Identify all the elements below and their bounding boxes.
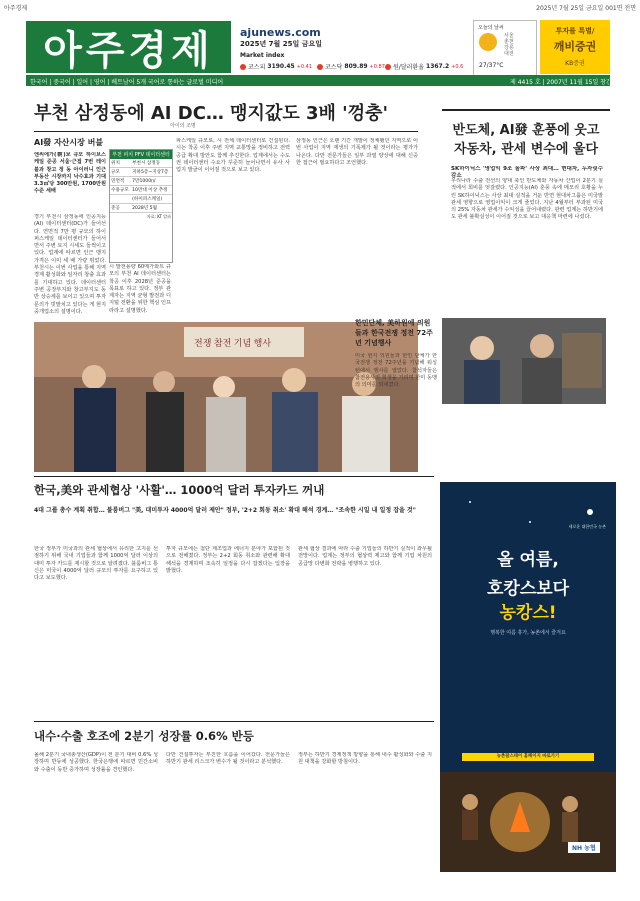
right-photo-caption: 한민단체, 美하원에 의원들과 한국전쟁 정전 72주년 기념행사 [355, 319, 433, 347]
divider [34, 721, 434, 722]
gdp-body-3: 정부는 하반기 경제정책 방향을 통해 내수 활성화와 수출 지원 대책을 강화할 방침이다. [298, 752, 432, 766]
gdp-body-1: 올해 2분기 국내총생산(GDP)이 전 분기 대비 0.6% 성장하며 반등에 성공했다. 한국은행에 따르면 민간소비와 수출이 동반 증가하며 성장률을 견인했다. [34, 752, 158, 773]
lead-sub-2: 엔씨에가(朝)보 규모 하이브스케일 준공 서울·근접 7번 테이블과 창고 정 동 아이러니 인근 부동산 시장까지 낙수효과 기대 3.3㎡당 300만원, 1700만원 수준 세배 [34, 152, 106, 195]
lead-body-4: 삼정동 인근은 오랜 기간 개발이 정체됐던 지역으로 이번 사업이 지역 재생의 기폭제가 될 것이라는 평가가 나온다. 다만 전문가들은 일부 과열 양상에 대해 신중한 접근이 필요하다고 조언했다. [296, 138, 418, 166]
sun-icon [479, 33, 497, 51]
trade-body-1: 한국 정부가 미국과의 관세 협상에서 유리한 고지를 선점하기 위해 국내 기업들과 함께 1000억 달러 이상의 대미 투자 카드를 제시할 것으로 알려졌다. 블룸버그 통신은 미국이 4000억 달러 규모의 투자를 요구하고 있다고 보도했다. [34, 546, 158, 582]
svg-text:전쟁 참전 기념 행사: 전쟁 참전 기념 행사 [194, 338, 272, 348]
ad-line-1: 올 여름, [497, 550, 559, 570]
up-arrow-icon [317, 64, 323, 70]
ad-logo: 새로운 대한민국 농촌 [568, 524, 606, 529]
index-kospi: 코스피 3190.45 +0.41 [240, 62, 312, 71]
lead-headline[interactable]: 부천 삼정동에 AI DC… 맹지값도 3배 '껑충' [34, 103, 388, 124]
top-bar-right: 2025년 7월 25일 금요일 001면 전면 [536, 5, 636, 12]
ad-line-3: 농캉스! [499, 603, 557, 623]
lead-byline: 아이의 조명 [170, 123, 196, 129]
divider [442, 109, 610, 111]
up-arrow-icon [240, 64, 246, 70]
ad-link-strip[interactable]: 농촌팜스테이 홈페이지 바로가기 [462, 753, 594, 761]
masthead-logo[interactable]: 아주경제 [26, 21, 231, 73]
divider [34, 476, 434, 477]
right-photo-image [442, 318, 606, 404]
trade-sub: 4대 그룹 총수 계획 취합… 불룸버그 "美, 대미투자 4000억 달러 제안" 정부, '2+2 회동 취소' 확대 해석 경계… "조속한 시일 내 일정 잡을 것" [34, 507, 416, 514]
right-photo[interactable] [442, 318, 606, 404]
kb-ad[interactable]: 투자를 특별/ 깨비증권 KB증권 [540, 20, 610, 74]
trade-body-3: 관세 협상 결과에 따라 수출 기업들의 하반기 실적이 좌우될 전망이다. 업계는 정부의 협상력 제고와 함께 기업 차원의 공급망 다변화 전략을 병행하고 있다. [298, 546, 432, 567]
weather-box: 오늘의 날씨 서울 춘천 강릉 대전 27/37°C [473, 20, 537, 76]
up-arrow-icon [385, 64, 391, 70]
site-url[interactable]: ajunews.com [240, 26, 321, 39]
gdp-headline[interactable]: 내수·수출 호조에 2분기 성장률 0.6% 반등 [34, 729, 254, 743]
lead-sub-1: AI發 자산시장 버블 [34, 138, 104, 147]
ad-line-2: 호캉스보다 [486, 579, 570, 599]
lead-body-3: 파스케일 규모로, 시 전체 데이터센터로 건설된다. 시는 착공 이후 주변 지역 교통망을 정비하고 전력 공급 확대 방안도 함께 추진한다. 업계에서는 수도권 데이터센터 수요가 꾸준히 늘어나면서 유사 사업지 발굴이 이어질 것으로 보고 있다. [176, 138, 290, 174]
divider [34, 131, 418, 132]
right-body-1: 우리나라 수출 전선의 양대 축인 반도체와 자동차 산업이 2분기 실적에서 희비를 엇갈렸다. 인공지능(AI) 훈풍 속에 메모리 호황을 누린 SK하이닉스는 사상 최대 실적을 거둔 반면 현대차그룹은 미국발 관세 영향으로 영업이익이 크게 줄었다. 지난 4월부터 부과된 미국의 25% 자동차 관세가 수익성을 끌어내렸다. 관련 업계는 하반기에도 관세 불확실성이 이어질 것으로 보고 대응책 마련에 나섰다. [451, 178, 603, 221]
issue-date: 2025년 7월 25일 금요일 [240, 40, 322, 48]
ad-background [440, 482, 616, 872]
ad-small-text: 행복한 여름 휴가, 농촌에서 즐겨요 [490, 630, 566, 636]
top-bar-left: 아주경제 [4, 5, 28, 12]
tagline: 한국어 | 중국어 | 일어 | 영어 | 베트남어 5개 국어로 통하는 글로벌 미디어 [30, 79, 224, 86]
market-index-label: Market index [240, 52, 285, 59]
top-bar [0, 0, 640, 14]
index-kosdaq: 코스닥 809.89 +0.87 [317, 62, 385, 71]
right-photo-text: 미국 현지 의원들과 한인 단체가 한국전쟁 정전 72주년을 기념해 워싱턴에서 행사를 열었다. 참석자들은 참전용사의 희생을 기리며 한미 동맹의 의미를 되새겼다. [355, 353, 437, 389]
lead-body-2: 시 발전용량 60메가와트 규모의 부천 AI 데이터센터는 착공 이후 2028년 준공을 목표로 하고 있다. 정부 관계자는 지역 균형 발전과 디지털 전환을 위한 핵심 인프라라고 설명했다. [109, 264, 171, 314]
right-headline[interactable]: 반도체, AI發 훈풍에 웃고 자동차, 관세 변수에 울다 [452, 123, 600, 157]
issue-number: 제 4415 호 | 2007년 11월 15일 창간 [510, 79, 612, 86]
info-box: 부천 피치 PFV 데이터센터 위치 부천시 삼정동 규모 지하5층~지상7층 연면적 7만1000㎡ 수용규모 10만대 이상 추정 (하이퍼스케일) 준공 2028년 5월 자료: KT 알파 [109, 149, 173, 263]
trade-body-2: 투자 규모에는 첨단 제조업과 에너지 분야가 포함된 것으로 전해졌다. 정부는 2+2 회동 취소와 관련해 확대 해석을 경계하며 조속히 일정을 다시 잡겠다는 입장을 밝혔다. [166, 546, 290, 574]
nh-ad[interactable] [440, 482, 616, 872]
nh-logo: NH 농협 [568, 842, 600, 853]
right-sub: SK하이닉스 '영업익 9조 돌파' 사상 최대… 현대차, 두자릿수 감소 [451, 166, 603, 180]
trade-headline[interactable]: 한국,美와 관세협상 '사활'… 1000억 달러 투자카드 꺼내 [34, 483, 325, 497]
lead-body-1: 경기 부천시 삼정동에 인공지능(AI) 데이터센터(DC)가 들어선다. 연면적 7만 평 규모의 하이퍼스케일 데이터센터가 들어서면서 주변 토지 시세도 들썩이고 있다. 업계에 따르면 인근 맹지 가격은 이미 세 배 가량 뛰었다. 부천시는 이번 사업을 통해 지역 경제 활성화와 일자리 창출 효과를 기대하고 있다. 데이터센터 주변 공장부지와 창고부지도 동반 상승세를 보이고 있으며 투자 문의가 빗발치고 있다는 게 현지 중개업소의 설명이다. [34, 214, 106, 315]
index-usd-krw: 원/달러환율 1367.2 +0.6 [385, 62, 463, 71]
gdp-body-2: 다만 건설투자는 부진한 흐름을 이어갔다. 전문가들은 하반기 관세 리스크가 변수가 될 것이라고 분석했다. [166, 752, 290, 766]
weather-regions: 서울 춘천 강릉 대전 [504, 33, 514, 57]
